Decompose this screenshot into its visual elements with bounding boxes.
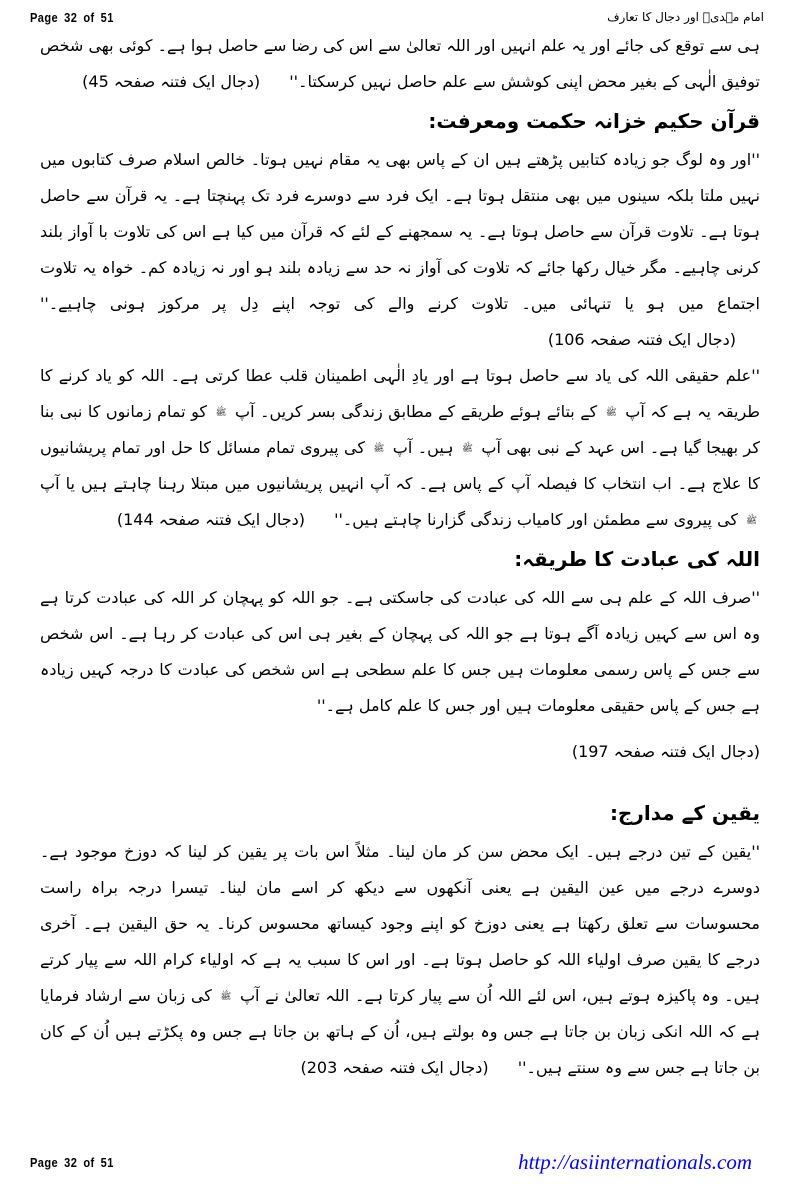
spacer [40, 772, 760, 792]
section-heading-worship: اللہ کی عبادت کا طریقہ: [514, 547, 760, 571]
citation: (دجال ایک فتنہ صفحہ 144) [116, 510, 306, 529]
paragraph [40, 358, 760, 538]
honorific-icon: ﷺ [215, 407, 227, 418]
citation: (دجال ایک فتنہ صفحہ 45) [82, 72, 261, 91]
website-link[interactable]: http://asiinternationals.com [518, 1149, 752, 1174]
paragraph-text: کی پیروی تمام مسائل کا حل اور تمام پریشانیوں کا علاج ہے۔ اب انتخاب کا فیصلہ آپ کے پاس ہے۔ کہ آپ انہیں پریشانیوں میں مبتلا رہنا چاہتے ہیں یا آپ [40, 438, 760, 493]
paragraph-text: کی پیروی سے مطمئن اور کامیاب زندگی گزارنا چاہتے ہیں۔'' [334, 510, 739, 529]
paragraph [40, 580, 760, 724]
honorific-icon: ﷺ [373, 443, 385, 454]
citation-block [40, 732, 760, 772]
paragraph-text: ''یقین کے تین درجے ہیں۔ ایک محض سن کر مان لینا۔ مثلاً اس بات پر یقین کر لینا کہ دوزخ موجود ہے۔ دوسرے درجے میں عین الیقین ہے یعنی آنکھوں سے دیکھ کر اسے مان لینا۔ تیسرا درجہ براہ راست محسوسات سے تعلق رکھتا ہے یعنی دوزخ کو اپنے وجود کیساتھ محسوس کرنا۔ یہ حق الیقین ہے۔ آخری درجے کا یقین صرف اولیاء اللہ کو حاصل ہوتا ہے۔ اور اس کا سبب یہ ہے کہ اولیاء کرام اللہ سے پیار کرتے ہیں۔ وہ پاکیزہ ہوتے ہیں، اس لئے اللہ اُن سے پیار کرتا ہے۔ اللہ تعالیٰ نے آپ [40, 842, 761, 1005]
paragraph [40, 834, 760, 1086]
page-header [30, 8, 770, 26]
document-body [40, 28, 760, 1086]
paragraph-text: ہی سے توقع کی جائے اور یہ علم انہیں اور اللہ تعالیٰ سے اس کی رضا سے حاصل ہوا ہے۔ کوئی بھی شخص توفیق الٰہی کے بغیر محض اپنی کوشش سے علم حاصل نہیں کرسکتا۔'' [40, 36, 760, 91]
citation: (دجال ایک فتنہ صفحہ 197) [571, 742, 760, 761]
page-footer [30, 1150, 770, 1174]
spacer [40, 724, 760, 732]
paragraph-text: ''اور وہ لوگ جو زیادہ کتابیں پڑھتے ہیں ان کے پاس بھی یہ مقام نہیں ہوتا۔ خالص اسلام صرف کتابوں میں نہیں ملتا بلکہ سینوں میں بھی منتقل ہوتا ہے۔ ایک فرد سے دوسرے فرد تک پہنچتا ہے۔ یہ قرآن سے حاصل ہوتا ہے۔ تلاوت قرآن سے حاصل ہوتا ہے۔ یہ سمجھنے کے لئے کہ قرآن میں کیا ہے اس کی تلاوت با آواز بلند کرنی چاہیے۔ مگر خیال رکھا جائے کہ تلاوت کی آواز نہ حد سے زیادہ بلند ہو اور نہ زیادہ کم۔ خواہ یہ تلاوت اجتماع میں ہو یا تنہائی میں۔ تلاوت کرنے والے کی توجہ اپنے دِل پر مرکوز ہونی چاہیے۔'' [40, 150, 760, 313]
section-heading-certainty: یقین کے مدارج: [609, 801, 760, 825]
paragraph [40, 142, 760, 358]
running-title: امام مہدیؑ اور دجال کا تعارف [607, 10, 764, 24]
paragraph-text: کے بتائے ہوئے طریقے کے مطابق زندگی بسر کریں۔ آپ [235, 402, 598, 421]
section-heading-quran: قرآن حکیم خزانہ حکمت ومعرفت: [428, 109, 760, 133]
continuation-paragraph [40, 28, 760, 100]
paragraph-text: کو تمام زمانوں کا نبی بنا کر بھیجا گیا ہے۔ اس عہد کے نبی بھی آپ [40, 402, 760, 457]
footer-page-number: Page 32 of 51 [30, 1154, 114, 1170]
honorific-icon: ﷺ [220, 991, 232, 1002]
header-page-number: Page 32 of 51 [30, 9, 114, 25]
citation: (دجال ایک فتنہ صفحہ 106) [547, 330, 736, 349]
honorific-icon: ﷺ [746, 515, 757, 526]
honorific-icon: ﷺ [462, 443, 473, 454]
paragraph-text: کی زبان سے ارشاد فرمایا ہے کہ اللہ انکی زبان بن جاتا ہے جس وہ بولتے ہیں، اُن کے ہاتھ بن جاتا ہے جس وہ پکڑتے ہیں اُن کے کان بن جاتا ہے جس سے وہ سنتے ہیں۔'' [40, 986, 760, 1077]
paragraph-text: ''صرف اللہ کے علم ہی سے اللہ کی عبادت کی جاسکتی ہے۔ جو اللہ کو پہچان کر اللہ کی عبادت کرتا ہے وہ اس سے کہیں زیادہ آگے ہوتا ہے جو اللہ کی پہچان کے بغیر ہی اس کی عبادت کر رہا ہے۔ اس شخص سے جس کے پاس رسمی معلومات ہیں جس کا علم سطحی ہے اس شخص کی عبادت کا درجہ کہیں زیادہ ہے جس کے پاس حقیقی معلومات ہیں اور جس کا علم کامل ہے۔'' [40, 588, 760, 715]
paragraph-text: ہیں۔ آپ [392, 438, 454, 457]
citation: (دجال ایک فتنہ صفحہ 203) [300, 1058, 489, 1077]
paragraph-text: ''علم حقیقی اللہ کی یاد سے حاصل ہوتا ہے اور یادِ الٰہی اطمینان قلب عطا کرتی ہے۔ اللہ کو یاد کرنے کا طریقہ یہ ہے کہ آپ [40, 366, 761, 421]
honorific-icon: ﷺ [605, 407, 617, 418]
